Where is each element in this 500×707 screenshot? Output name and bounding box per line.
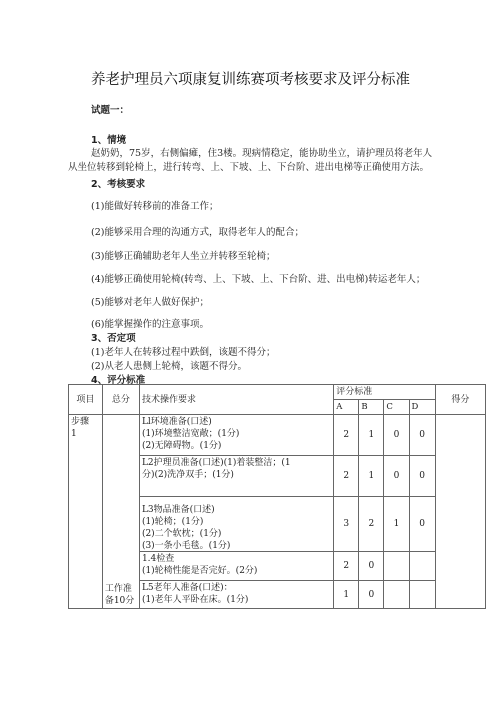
scenario-line-2: 从坐位转移到轮椅上，进行转弯、上、下坡、上、下台阶、进出电梯等正确使用方法。 <box>68 162 430 173</box>
prep-label-line: 工作准 <box>104 584 132 594</box>
table-header-row <box>69 385 486 400</box>
requirement-cell <box>139 581 333 609</box>
header-item: 项目 <box>69 385 103 415</box>
negative-item: (2)从老人患侧上轮椅，该题不得分。 <box>91 361 247 372</box>
cell-line: 分)(2)洗净双手；(1分) <box>141 470 234 480</box>
cell-line: (2)二个软枕；(1分) <box>141 529 222 539</box>
score-d: 0 <box>409 415 435 456</box>
header-requirements: 技术操作要求 <box>139 385 333 415</box>
score-b: 1 <box>359 415 384 456</box>
requirement-item: (4)能够正确使用轮椅(转弯、上、下坡、上、下台阶、进、出电梯)转运老年人； <box>91 274 426 285</box>
score-a: 2 <box>334 552 359 581</box>
requirement-cell <box>139 456 333 497</box>
section-2-heading: 2、考核要求 <box>91 179 146 190</box>
document-title: 养老护理员六项康复训练赛项考核要求及评分标准 <box>91 72 410 88</box>
grade-a: A <box>334 400 359 415</box>
requirement-cell <box>139 415 333 456</box>
cell-line: (1)轮椅；(1分) <box>141 517 204 527</box>
cell-line: L5老年人准备(口述)： <box>141 583 233 593</box>
scenario-line-1: 赵奶奶，75岁，右侧偏瘫，住3楼。现病情稳定，能协助坐立，请护理员将老年人 <box>91 148 433 159</box>
header-total: 总分 <box>102 385 139 415</box>
requirement-item: (5)能够对老年人做好保护； <box>91 297 209 308</box>
requirement-item: (2)能够采用合理的沟通方式，取得老年人的配合； <box>91 227 304 238</box>
requirement-cell <box>139 552 333 581</box>
table-row <box>69 415 486 456</box>
score-a: 1 <box>334 581 359 609</box>
score-a: 3 <box>334 497 359 552</box>
section-1-heading: 1、情境 <box>91 135 127 146</box>
score-a: 2 <box>334 456 359 497</box>
score-c <box>384 581 409 609</box>
requirement-item: (6)能掌握操作的注意事项。 <box>91 319 209 330</box>
grade-c: C <box>384 400 409 415</box>
cell-line: 1.4检查 <box>141 554 175 564</box>
score-a: 2 <box>334 415 359 456</box>
grade-d: D <box>409 400 435 415</box>
cell-line: (1)轮椅性能是否完好。(2分) <box>141 566 258 576</box>
prep-total <box>102 415 139 609</box>
score-b: 0 <box>359 552 384 581</box>
cell-line: (1)老年人平卧在床。(1分) <box>141 595 249 605</box>
header-score: 得分 <box>435 385 485 415</box>
negative-item: (1)老年人在转移过程中跌倒，该题不得分； <box>91 347 276 358</box>
step-label <box>69 415 103 609</box>
step-label-line: 步骤 <box>71 417 90 427</box>
step-label-line: 1 <box>71 429 77 439</box>
scoring-table <box>68 384 486 609</box>
cell-line: (2)无障碍物。(1分) <box>141 441 222 451</box>
cell-line: (1)环境整洁宽敞；(1分) <box>141 429 240 439</box>
cell-line: L2护理员准备(口述)(1)着装整洁；(1 <box>141 458 291 468</box>
score-d <box>409 552 435 581</box>
question-label: 试题一： <box>91 105 130 116</box>
score-b: 0 <box>359 581 384 609</box>
score-c: 0 <box>384 415 409 456</box>
requirement-item: (1)能做好转移前的准备工作； <box>91 201 219 212</box>
grade-b: B <box>359 400 384 415</box>
score-d: 0 <box>409 456 435 497</box>
requirement-item: (3)能够正确辅助老年人坐立并转移至轮椅； <box>91 251 276 262</box>
score-b: 2 <box>359 497 384 552</box>
score-c <box>384 552 409 581</box>
section-3-heading: 3、否定项 <box>91 333 136 344</box>
score-b: 1 <box>359 456 384 497</box>
score-c: 0 <box>384 456 409 497</box>
requirement-cell <box>139 497 333 552</box>
cell-line: (3)一条小毛毯。(1分) <box>141 541 231 550</box>
score-c: 1 <box>384 497 409 552</box>
cell-line: L3物品准备(口述) <box>141 505 215 515</box>
prep-label-line: 备10分 <box>104 596 135 606</box>
score-d: 0 <box>409 497 435 552</box>
score-d <box>409 581 435 609</box>
header-standard: 评分标准 <box>334 385 435 400</box>
section-4-heading: 4、评分标准 <box>91 375 146 386</box>
cell-line: Ll环境准备(口述) <box>141 417 212 427</box>
score-cell <box>435 415 485 609</box>
